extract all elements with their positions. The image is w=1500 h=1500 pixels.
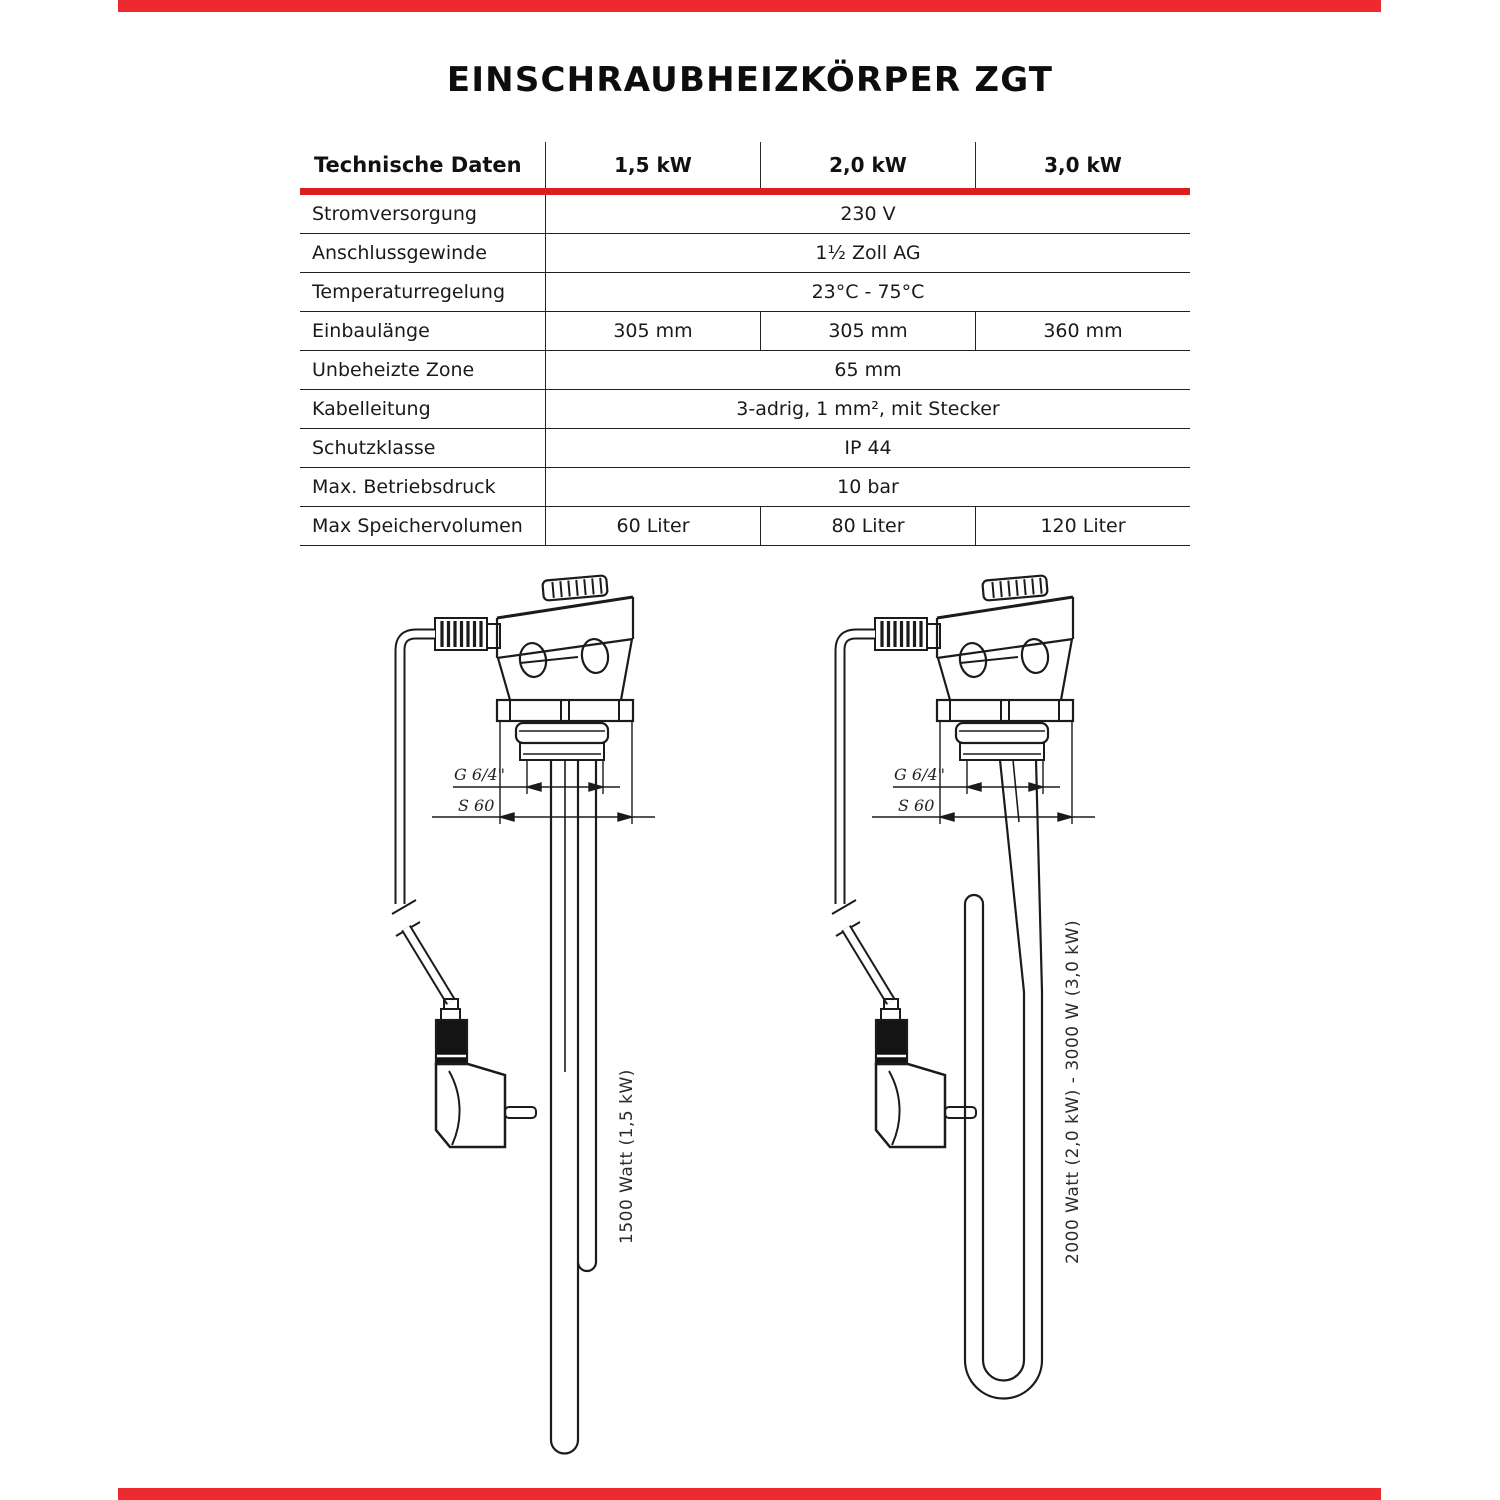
table-row — [300, 468, 1190, 507]
heater-head — [937, 597, 1073, 760]
thermostat-knob — [982, 575, 1047, 601]
row-value: IP 44 — [545, 429, 1190, 467]
heater-drawing-right — [810, 572, 1120, 1482]
table-header-col: 1,5 kW — [545, 142, 760, 188]
table-header-redline — [300, 188, 1190, 195]
thermostat-knob — [542, 575, 607, 601]
row-value: 65 mm — [545, 351, 1190, 389]
row-label: Temperaturregelung — [312, 281, 506, 303]
plug-pin — [945, 1107, 976, 1118]
row-label: Max. Betriebsdruck — [312, 476, 496, 498]
table-row — [300, 507, 1190, 546]
table-header-label: Technische Daten — [314, 153, 522, 177]
diagram-heater-2-3kw — [810, 572, 1120, 1482]
row-label: Anschlussgewinde — [312, 242, 487, 264]
thread-size-label: G 6/4" — [454, 765, 505, 784]
row-label: Stromversorgung — [312, 203, 477, 225]
table-header-col: 3,0 kW — [975, 142, 1190, 188]
diagram-heater-1-5kw — [370, 572, 680, 1482]
row-label: Einbaulänge — [312, 320, 430, 342]
table-row — [300, 390, 1190, 429]
row-value: 23°C - 75°C — [545, 273, 1190, 311]
row-value: 3-adrig, 1 mm², mit Stecker — [545, 390, 1190, 428]
wattage-label: 2000 Watt (2,0 kW) - 3000 W (3,0 kW) — [1063, 919, 1083, 1264]
row-label: Unbeheizte Zone — [312, 359, 475, 381]
table-header — [300, 142, 1190, 188]
row-label: Kabelleitung — [312, 398, 431, 420]
wrench-size-label: S 60 — [458, 796, 495, 815]
table-row — [300, 195, 1190, 234]
row-value: 230 V — [545, 195, 1190, 233]
row-value: 1½ Zoll AG — [545, 234, 1190, 272]
row-value: 305 mm — [760, 312, 975, 350]
row-value: 360 mm — [975, 312, 1190, 350]
row-value: 120 Liter — [975, 507, 1190, 545]
row-value: 60 Liter — [545, 507, 760, 545]
heater-drawing-left — [370, 572, 680, 1482]
bottom-red-bar — [118, 1488, 1381, 1500]
row-label: Max Speichervolumen — [312, 515, 523, 537]
row-value: 80 Liter — [760, 507, 975, 545]
thread-size-label: G 6/4" — [894, 765, 945, 784]
table-row — [300, 312, 1190, 351]
table-row — [300, 273, 1190, 312]
spec-table — [300, 142, 1190, 546]
wrench-size-label: S 60 — [898, 796, 935, 815]
heater-head — [497, 597, 633, 760]
schuko-plug — [436, 999, 536, 1147]
table-row — [300, 429, 1190, 468]
table-header-col: 2,0 kW — [760, 142, 975, 188]
wattage-label: 1500 Watt (1,5 kW) — [617, 1069, 637, 1244]
schuko-plug — [876, 999, 976, 1147]
row-value: 305 mm — [545, 312, 760, 350]
heating-rod-straight — [551, 760, 596, 1454]
table-row — [300, 234, 1190, 273]
row-label: Schutzklasse — [312, 437, 436, 459]
row-value: 10 bar — [545, 468, 1190, 506]
top-red-bar — [118, 0, 1381, 12]
table-body — [300, 195, 1190, 546]
plug-pin — [505, 1107, 536, 1118]
heating-rod-hairpin — [965, 760, 1042, 1399]
table-row — [300, 351, 1190, 390]
page-title: EINSCHRAUBHEIZKÖRPER ZGT — [446, 60, 1054, 100]
